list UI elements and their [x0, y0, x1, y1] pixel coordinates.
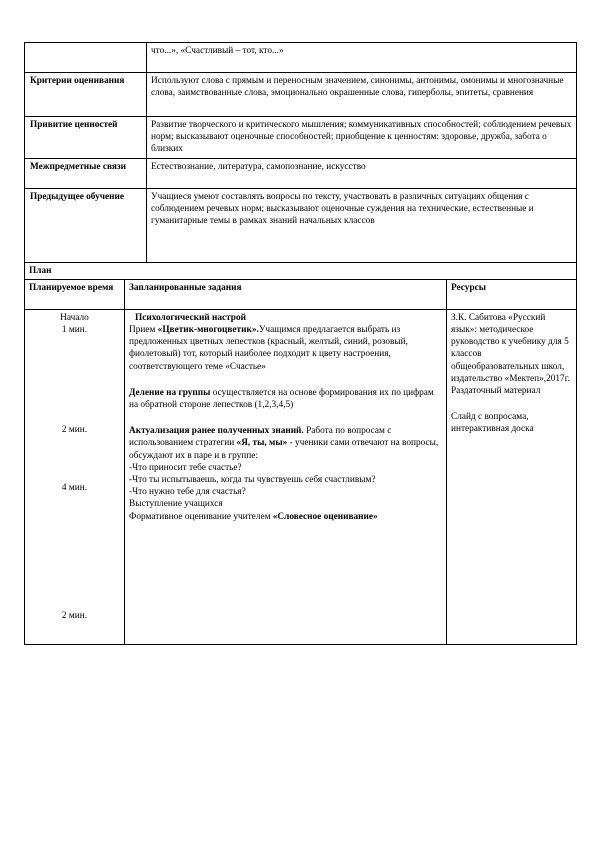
tasks-column: [125, 309, 447, 644]
plan-table: [24, 262, 577, 645]
table-row: [25, 158, 577, 188]
student-performance: Выступление учащихся: [129, 499, 223, 510]
task-method: «Цветик-многоцветик».: [157, 325, 259, 336]
interdisciplinary-content: Естествознание, литература, самопознание, искусство: [147, 158, 577, 188]
task-mood-text: Учащимся предлагается выбрать из предложенных цветных лепестков (красный, желтый, синий, розовый, фиолетовый) тот, который наиболее подходит к цвету настроения, соответствующего теме «Счастье»: [129, 325, 408, 372]
row-label: [25, 43, 147, 73]
resources-column: [447, 309, 577, 644]
plan-header-row: [25, 279, 577, 309]
task-strategy: «Я, ты, мы»: [236, 438, 288, 449]
time-2min: 2 мин.: [61, 424, 88, 435]
time-1min: 1 мин.: [61, 324, 88, 335]
task-groups-text: осуществляется на основе формирования их по цифрам на обратной стороне лепестков (1,2,3,4,5): [129, 387, 434, 411]
question-2: -Что ты испытываешь, когда ты чувствуешь себя счастливым?: [129, 475, 376, 486]
row-content: что...», «Счастливый – тот, кто...»: [147, 43, 577, 73]
task-actualization-text-2: - ученики сами отвечают на вопросы, обсуждают их в паре и в группе:: [129, 438, 439, 461]
header-tasks: Запланированные задания: [125, 279, 447, 309]
header-time: Планируемое время: [25, 279, 125, 309]
time-2min-final: 2 мин.: [61, 610, 88, 621]
values-content: Развитие творческого и критического мышления; коммуникативных способностей; соблюдением речевых норм; высказывают оценочные способностей; приобщение к ценностям: здоровье, дружба, забота о близких: [147, 117, 577, 159]
criteria-label: Критерии оценивания: [25, 73, 147, 117]
task-prefix: Прием: [129, 325, 158, 336]
resource-slide: Слайд с вопросама, интерактивная доска: [451, 412, 534, 435]
time-4min: 4 мин.: [61, 482, 88, 493]
assessment-name: «Словесное оценивание»: [272, 511, 378, 522]
interdisciplinary-label: Межпредметные связи: [25, 158, 147, 188]
assessment-prefix: Формативное оценивание учителем: [129, 511, 273, 522]
task-title-groups: Деление на группы: [129, 387, 211, 398]
prior-learning-label: Предыдущее обучение: [25, 188, 147, 262]
task-title-actualization: Актуализация ранее полученных знаний.: [129, 426, 304, 437]
lesson-plan-page: [24, 42, 576, 645]
lesson-info-table: [24, 42, 577, 263]
time-start: Начало: [60, 312, 89, 323]
table-row: [25, 73, 577, 117]
task-actualization-text: Работа по вопросам с использованием стратегии: [129, 426, 392, 449]
question-3: -Что нужно тебе для счастья?: [129, 487, 246, 498]
time-column: [25, 309, 125, 644]
criteria-content: Используют слова с прямым и переносным значением, синонимы, антонимы, омонимы и многозначные слова, заимствованные слова, эмоционально окрашенные слова, гиперболы, эпитеты, сравнения: [147, 73, 577, 117]
task-title-mood: Психологический настрой: [135, 312, 246, 323]
header-resources: Ресурсы: [447, 279, 577, 309]
plan-title-row: [25, 262, 577, 279]
table-row: [25, 188, 577, 262]
question-1: -Что приносит тебе счастье?: [129, 462, 242, 473]
table-row: [25, 117, 577, 159]
values-label: Привитие ценностей: [25, 117, 147, 159]
plan-content-row: [25, 309, 577, 644]
prior-learning-content: Учащиеся умеют составлять вопросы по тексту, участвовать в различных ситуациях общения с соблюдением речевых норм; высказывают оценочные суждения на технические, естественные и гуманитарные темы в рамках знаний начальных классов: [147, 188, 577, 262]
resource-textbook: З.К. Сабитова «Русский язык»: методическое руководство к учебнику для 5 классов общеобразовательных школ, издательство «Мектеп»,2017г. Раздаточный материал: [451, 312, 570, 397]
table-row: [25, 43, 577, 73]
plan-title: План: [25, 262, 577, 279]
